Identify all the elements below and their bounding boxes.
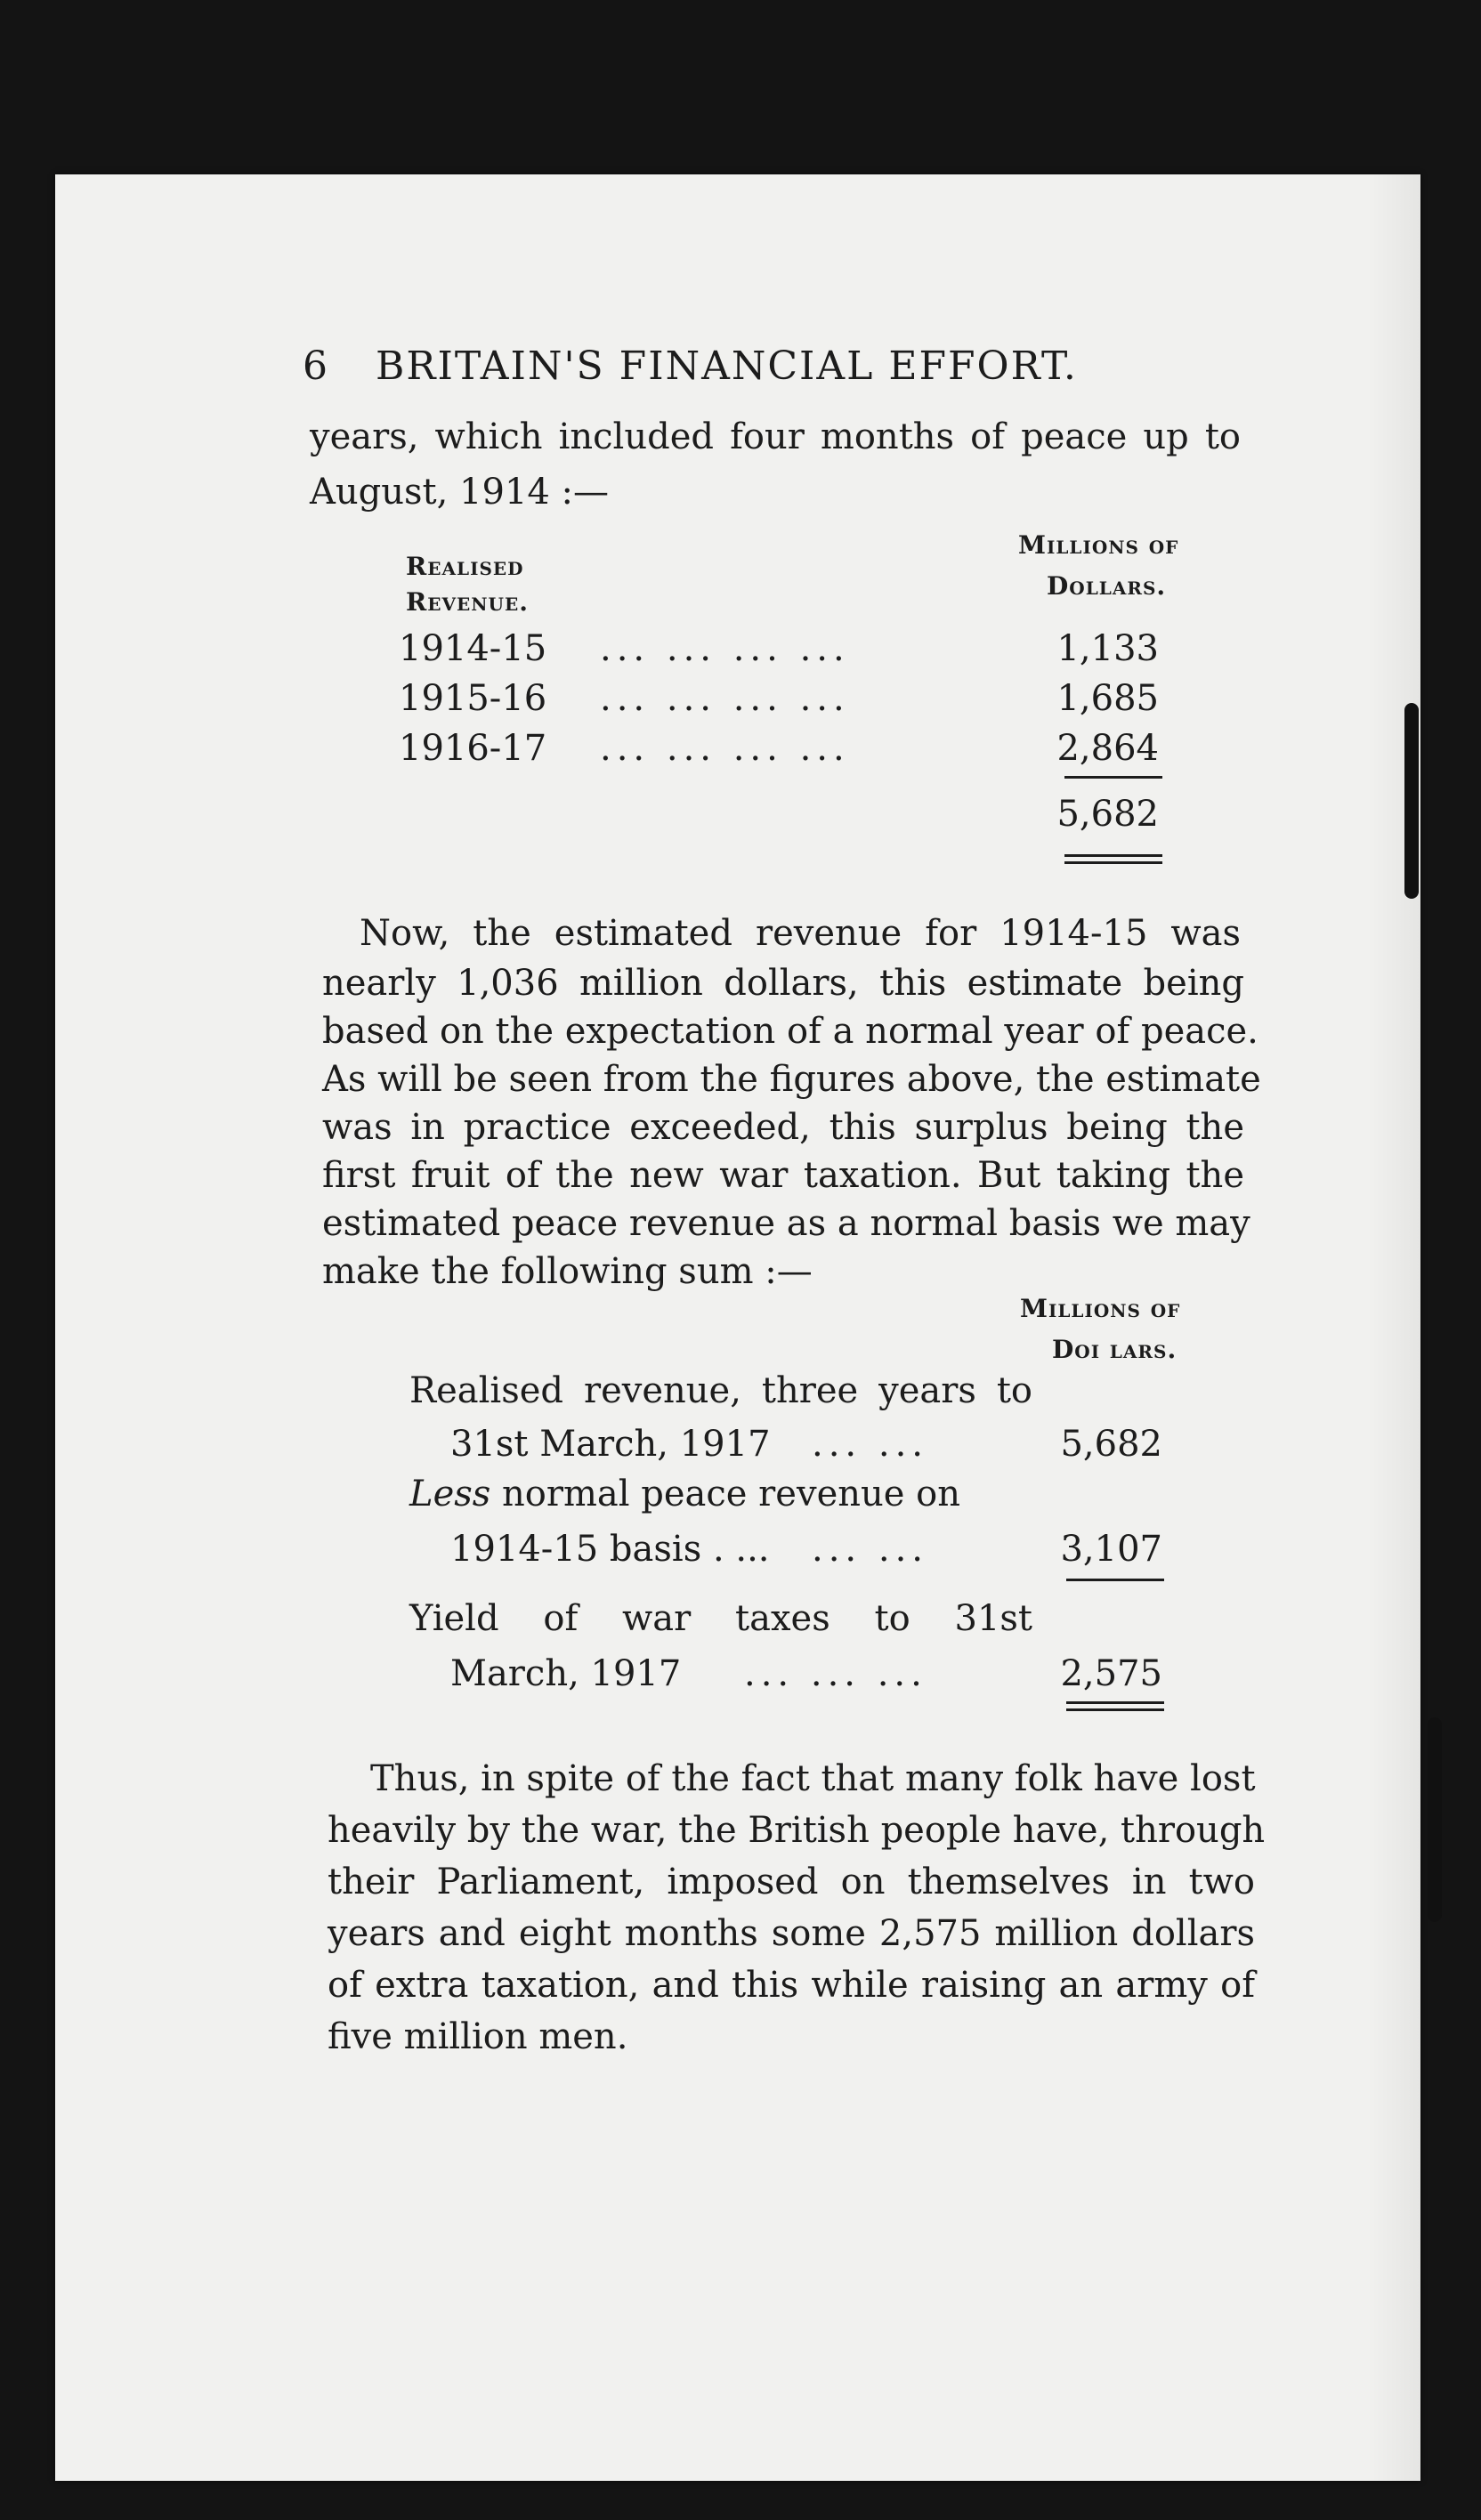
table1-leader-dots: ... ... ... ... [600,628,850,669]
para2-line: of extra taxation, and this while raising an army of [328,1965,1255,2006]
table2-double-rule-bottom [1066,1708,1164,1711]
table2-item-line2: 31st March, 1917 [450,1424,771,1465]
table2-leader-dots: ... ... ... [744,1653,927,1694]
para2-line: Thus, in spite of the fact that many folk have lost [370,1758,1256,1799]
table2-row [450,1529,1180,1573]
table2-col-header-2: Doi lars. [1052,1335,1178,1364]
para1-line: first fruit of the new war taxation. But taking the [322,1155,1244,1196]
book-page [55,174,1420,2481]
page-number: 6 [303,343,329,389]
table2-value: 5,682 [1060,1424,1162,1465]
table1-year: 1915-16 [399,678,547,719]
table2-value: 3,107 [1060,1529,1162,1570]
table1-row [399,628,1164,673]
table1-value: 2,864 [1056,728,1159,769]
table2-double-rule-top [1066,1701,1164,1704]
table1-sum-rule [1064,776,1162,779]
table1-col2-header-1: Millions of [1018,530,1179,560]
para1-line: nearly 1,036 million dollars, this estimate being [322,963,1244,1004]
binder-clip-bottom [1428,1717,1442,1922]
table2-item-line1 [409,1474,1032,1514]
para2-line: years and eight months some 2,575 million dollars [328,1913,1255,1954]
table2-item-line1: Realised revenue, three years to [409,1370,1032,1411]
para1-line: Now, the estimated revenue for 1914-15 was [360,913,1241,954]
para2-line: five million men. [328,2016,628,2057]
para2-line: heavily by the war, the British people have, through [328,1810,1266,1851]
running-title: BRITAIN'S FINANCIAL EFFORT. [376,343,1078,389]
table1-year: 1914-15 [399,628,547,669]
table2-item-line2: 1914-15 basis . ... [450,1529,770,1570]
binder-clip-top [1404,703,1419,899]
table2-leader-dots: ... ... [812,1529,929,1570]
table2-row [450,1653,1180,1698]
table1-double-rule-bottom [1064,861,1162,864]
para2-line: their Parliament, imposed on themselves in two [328,1862,1255,1902]
table2-col-header-1: Millions of [1020,1294,1181,1323]
table1-row [399,728,1164,772]
less-label-rest: normal peace revenue on [490,1474,960,1514]
table1-total: 5,682 [1056,794,1159,835]
table1-leader-dots: ... ... ... ... [600,728,850,769]
running-header [303,343,1078,389]
table2-item-line1: Yield of war taxes to 31st [409,1598,1032,1639]
para1-line: based on the expectation of a normal year of peace. [322,1011,1258,1052]
para1-line: make the following sum :— [322,1251,813,1292]
table2-row [450,1424,1180,1468]
table1-col1-header-1: Realised [406,552,524,581]
less-label: Less [409,1474,491,1514]
intro-line-1: years, which included four months of peace up to [310,416,1241,457]
para1-line: As will be seen from the figures above, the estimate [322,1059,1261,1100]
table1-total-row [399,794,1164,838]
table2-leader-dots: ... ... [812,1424,929,1465]
table1-col2-header-2: Dollars. [1047,571,1167,601]
intro-line-2: August, 1914 :— [310,472,610,513]
table2-item-line2: March, 1917 [450,1653,682,1694]
table2-value: 2,575 [1060,1653,1162,1694]
page-edge-shadow [1367,174,1420,2481]
table1-col1-header-2: Revenue. [406,587,529,617]
table1-leader-dots: ... ... ... ... [600,678,850,719]
table2-sum-rule [1066,1579,1164,1581]
para1-line: estimated peace revenue as a normal basis we may [322,1203,1250,1244]
para1-line: was in practice exceeded, this surplus being the [322,1107,1244,1148]
table1-year: 1916-17 [399,728,547,769]
table1-value: 1,133 [1056,628,1159,669]
table1-value: 1,685 [1056,678,1159,719]
table1-row [399,678,1164,723]
table1-double-rule-top [1064,854,1162,857]
